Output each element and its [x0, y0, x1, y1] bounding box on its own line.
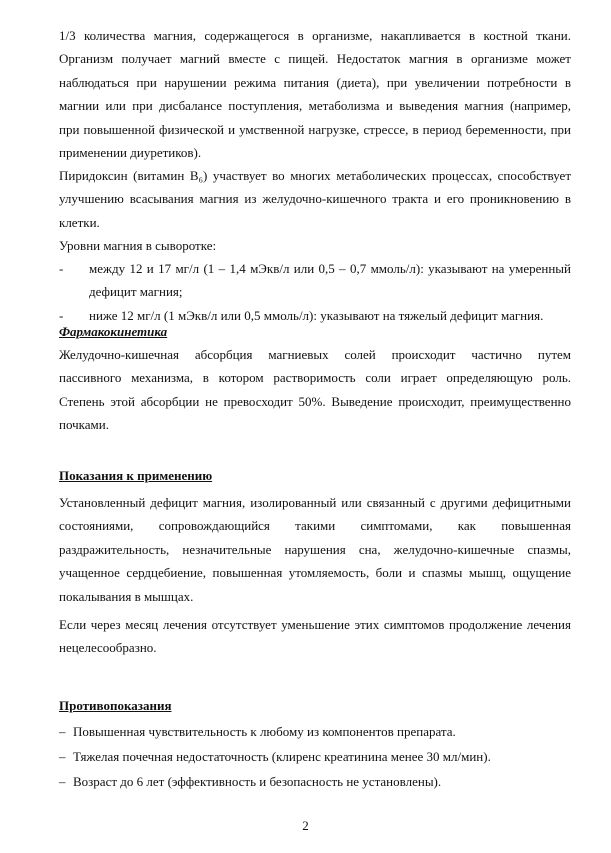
text-line: учащенное сердцебиение, повышенная утомляемость, боли и спазмы мышц, ощущение: [59, 565, 571, 581]
text-line: между 12 и 17 мг/л (1 – 1,4 мЭкв/л или 0,5 – 0,7 ммоль/л): указывают на умеренный: [89, 261, 571, 276]
text-line: состояниями, сопровождающийся такими симптомами, как повышенная: [59, 518, 571, 534]
paragraph-indications-note: [59, 613, 571, 660]
text-line: почками.: [59, 417, 109, 433]
text-line: Установленный дефицит магния, изолированный или связанный с другими дефицитными: [59, 495, 571, 510]
text-line: Если через месяц лечения отсутствует уменьшение этих симптомов продолжение лечения: [59, 617, 571, 632]
text-line: Степень этой абсорбции не превосходит 50%. Выведение происходит, преимущественно: [59, 393, 571, 409]
list-marker: -: [59, 261, 64, 276]
serum-levels-intro: [59, 234, 571, 257]
list-item-text: Повышенная чувствительность к любому из компонентов препарата.: [73, 724, 456, 739]
list-item-text: Возраст до 6 лет (эффективность и безопасность не установлены).: [73, 774, 442, 789]
text-line: покалывания в мышцах.: [59, 588, 194, 604]
text-line: клетки.: [59, 214, 100, 230]
list-item: [59, 770, 571, 794]
list-marker: -: [59, 308, 64, 323]
text-line: пассивного механизма, в котором растворимость соли играет определяющую роль.: [59, 370, 571, 386]
section-heading-contraindications: Противопоказания: [59, 698, 172, 713]
text-line: Организм получает магний вместе с пищей. Недостаток магния в организме может: [59, 51, 571, 67]
page-number: 2: [302, 818, 309, 833]
list-item: [59, 720, 571, 744]
text-line: наблюдаться при нарушении режима питания (диета), при увеличении потребности в: [59, 74, 571, 90]
paragraph-magnesium-intro: [59, 24, 571, 164]
text-line: магнии или при дисбалансе поступления, метаболизма и выведения магния (например,: [59, 98, 571, 114]
list-item-text: [89, 257, 571, 304]
list-marker: –: [59, 749, 66, 764]
text-line: применении диуретиков).: [59, 145, 202, 161]
section-heading-pharmacokinetics: Фармакокинетика: [59, 324, 168, 339]
list-marker: –: [59, 774, 66, 789]
list-item: [59, 745, 571, 769]
text-line: улучшению всасывания магния из желудочно-кишечного тракта и его проникновению в: [59, 191, 571, 207]
section-heading-indications: Показания к применению: [59, 468, 213, 483]
list-marker: –: [59, 724, 66, 739]
paragraph-indications: [59, 491, 571, 608]
text-line: раздражительность, незначительные нарушения сна, желудочно-кишечные спазмы,: [59, 541, 571, 557]
text-line: 1/3 количества магния, содержащегося в организме, накапливается в костной ткани.: [59, 28, 571, 43]
text-line: Желудочно-кишечная абсорбция магниевых солей происходит частично путем: [59, 347, 571, 362]
text-line: ниже 12 мг/л (1 мЭкв/л или 0,5 ммоль/л): указывают на тяжелый дефицит магния.: [89, 308, 544, 323]
text-line: при повышенной физической и умственной нагрузке, стрессе, в период беременности, при: [59, 121, 571, 137]
text-line: Пиридоксин (витамин B₆) участвует во многих метаболических процессах, способствует: [59, 168, 571, 183]
paragraph-pyridoxine: [59, 164, 571, 234]
list-item-text: Тяжелая почечная недостаточность (клиренс креатинина менее 30 мл/мин).: [73, 749, 491, 764]
text-line: нецелесообразно.: [59, 640, 157, 656]
list-item: [59, 257, 571, 304]
paragraph-pharmacokinetics: [59, 343, 571, 437]
text-line: Уровни магния в сыворотке:: [59, 238, 217, 253]
text-line: дефицит магния;: [89, 284, 183, 300]
